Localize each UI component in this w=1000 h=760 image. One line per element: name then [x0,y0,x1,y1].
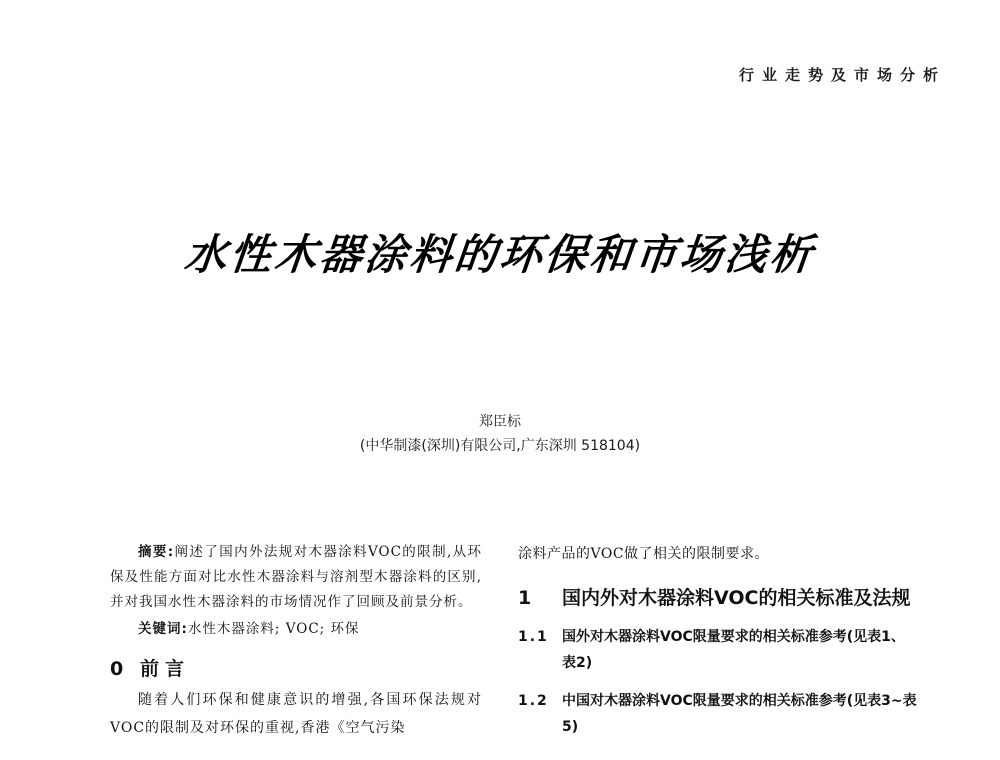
section-number: 0 [110,658,124,680]
subsection-label: 中国对木器涂料VOC限量要求的相关标准参考(见表3~表5) [562,693,917,735]
section-label: 国内外对木器涂料VOC的相关标准及法规 [562,587,911,609]
subsection-number: 1.2 [518,693,549,709]
author-name: 郑臣标 [479,414,521,430]
keywords-label: 关键词: [138,621,188,637]
abstract-text: 阐述了国内外法规对木器涂料VOC的限制,从环保及性能方面对比水性木器涂料与溶剂型木器涂料的区别,并对我国水性木器涂料的市场情况作了回顾及前景分析。 [110,544,482,610]
left-column [110,540,482,742]
continuation-paragraph: 涂料产品的VOC做了相关的限制要求。 [518,546,770,562]
article-title: 水性木器涂料的环保和市场浅析 [182,230,818,279]
section-label: 前言 [140,658,191,680]
author-block [0,410,1000,458]
keywords [110,617,482,642]
journal-section-header: 行业走势及市场分析 [738,66,946,84]
abstract-label: 摘要: [138,544,175,560]
section-heading-standards [518,584,918,612]
section-heading-preface [110,656,482,682]
author-affiliation: (中华制漆(深圳)有限公司,广东深圳 518104) [359,438,641,454]
subsection-number: 1.1 [518,629,549,645]
preface-paragraph: 随着人们环保和健康意识的增强,各国环保法规对VOC的限制及对环保的重视,香港《空气污染 [110,692,482,736]
subsection-heading-foreign [518,624,918,676]
keywords-text: 水性木器涂料; VOC; 环保 [187,621,360,637]
right-column [518,540,918,740]
abstract [110,540,482,615]
subsection-label: 国外对木器涂料VOC限量要求的相关标准参考(见表1、表2) [562,629,905,671]
subsection-heading-china [518,688,918,740]
section-number: 1 [518,587,532,609]
